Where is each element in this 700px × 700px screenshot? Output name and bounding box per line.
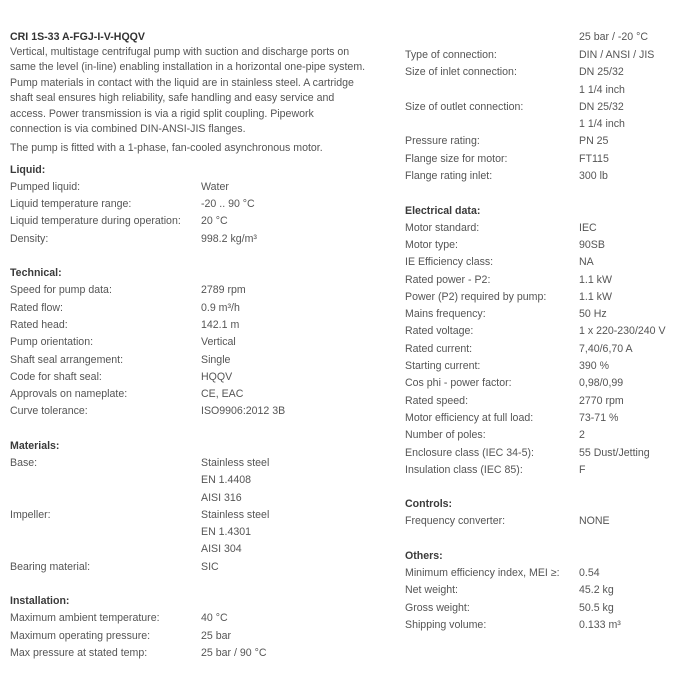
- spec-label: Type of connection:: [405, 49, 497, 61]
- spec-value: Single: [201, 353, 231, 366]
- spec-label: Motor standard:: [405, 221, 480, 234]
- materials-heading: Materials:: [10, 440, 60, 452]
- spec-value: 20 °C: [201, 215, 228, 228]
- spec-value: 142.1 m: [201, 318, 240, 331]
- spec-row: [10, 369, 398, 386]
- spec-continuation: [10, 472, 398, 489]
- spec-value: 998.2 kg/m³: [201, 232, 257, 245]
- spec-row: [405, 133, 700, 150]
- spec-row: [10, 179, 398, 196]
- spec-label: Rated current:: [405, 342, 473, 355]
- spec-value: -20 .. 90 °C: [201, 198, 255, 211]
- spec-value: DN 25/32: [579, 66, 624, 79]
- spec-value: 1 1/4 inch: [579, 118, 625, 131]
- spec-row: [405, 254, 700, 271]
- spec-label: Flange rating inlet:: [405, 170, 493, 183]
- spec-label: Shaft seal arrangement:: [10, 353, 124, 366]
- product-title: CRI 1S-33 A-FGJ-I-V-HQQV: [10, 31, 145, 43]
- spec-row: [405, 47, 700, 64]
- spec-label: Base:: [10, 457, 38, 469]
- spec-value: ISO9906:2012 3B: [201, 405, 286, 418]
- spec-label: Maximum ambient temperature:: [10, 612, 160, 625]
- spec-label: Enclosure class (IEC 34-5):: [405, 446, 534, 459]
- spec-continuation: [405, 116, 700, 133]
- spec-row: [405, 582, 700, 599]
- spec-row: [405, 445, 700, 462]
- spec-row: [405, 375, 700, 392]
- spec-row: [405, 600, 700, 617]
- spec-row: [405, 306, 700, 323]
- spec-value: NA: [579, 256, 594, 269]
- spec-value: 2: [579, 429, 585, 442]
- spec-row: [405, 513, 700, 530]
- description-line: same the level (in-line) enabling installation in a horizontal one-pipe system.: [10, 61, 366, 74]
- spec-continuation: [10, 490, 398, 507]
- spec-value: 0.133 m³: [579, 618, 621, 631]
- spec-label: Rated speed:: [405, 394, 469, 407]
- liquid-heading: Liquid:: [10, 163, 46, 176]
- spec-value: 25 bar: [201, 629, 232, 642]
- spec-value: 7,40/6,70 A: [579, 342, 633, 355]
- spacer: [405, 185, 700, 202]
- spec-row: [10, 610, 398, 627]
- installation-heading: Installation:: [10, 595, 70, 608]
- spec-label: Speed for pump data:: [10, 284, 112, 297]
- spec-row: [405, 462, 700, 479]
- spec-value: 55 Dust/Jetting: [579, 446, 650, 459]
- spacer: [405, 479, 700, 496]
- spec-value: EN 1.4408: [201, 474, 252, 487]
- spec-label: Curve tolerance:: [10, 405, 88, 418]
- spec-label: Gross weight:: [405, 601, 470, 614]
- spec-row: [405, 323, 700, 340]
- spec-label: Shipping volume:: [405, 618, 487, 631]
- left-column: [10, 30, 398, 662]
- spec-value: SIC: [201, 560, 219, 573]
- spec-label: IE Efficiency class:: [405, 256, 494, 269]
- right-column: [405, 30, 700, 634]
- spec-label: Size of inlet connection:: [405, 66, 517, 79]
- spec-value: 73-71 %: [579, 411, 619, 424]
- spec-label: Minimum efficiency index, MEI ≥:: [405, 567, 560, 580]
- spec-value: 25 bar / 90 °C: [201, 646, 267, 659]
- spec-value: 1 1/4 inch: [579, 83, 625, 96]
- spec-value: IEC: [579, 221, 597, 234]
- spec-row: [10, 231, 398, 248]
- spec-row: [10, 645, 398, 662]
- spec-label: Power (P2) required by pump:: [405, 290, 547, 303]
- electrical-heading: Electrical data:: [405, 204, 481, 217]
- spacer: [10, 248, 398, 265]
- spec-row: [405, 168, 700, 185]
- spec-value: HQQV: [201, 370, 233, 383]
- spec-row: [10, 300, 398, 317]
- spec-value: Vertical: [201, 336, 236, 349]
- spec-value: PN 25: [579, 135, 609, 148]
- spec-label: Code for shaft seal:: [10, 370, 102, 383]
- spec-label: Rated power - P2:: [405, 273, 491, 286]
- spec-row: [10, 282, 398, 299]
- spec-continuation: [10, 524, 398, 541]
- description-line: Vertical, multistage centrifugal pump with suction and discharge ports on: [10, 46, 350, 58]
- spec-value: NONE: [579, 515, 610, 528]
- spec-label: Liquid temperature range:: [10, 198, 132, 211]
- spec-row: [405, 220, 700, 237]
- spec-label: Frequency converter:: [405, 515, 506, 528]
- spec-row: [10, 317, 398, 334]
- spec-value: 390 %: [579, 360, 610, 373]
- spec-row: [10, 559, 398, 576]
- spec-label: Size of outlet connection:: [405, 100, 524, 113]
- spec-value: FT115: [579, 152, 609, 165]
- spec-row: [10, 386, 398, 403]
- spec-value: AISI 316: [201, 491, 242, 504]
- spec-row: [405, 151, 700, 168]
- description-line: connection is via combined DIN-ANSI-JIS flanges.: [10, 123, 246, 136]
- spec-label: Motor efficiency at full load:: [405, 411, 534, 424]
- spec-row: [10, 213, 398, 230]
- spec-label: Rated voltage:: [405, 325, 474, 338]
- spec-value: Water: [201, 180, 229, 193]
- spec-label: Rated head:: [10, 318, 68, 331]
- spec-row: [10, 403, 398, 420]
- spec-row: [405, 617, 700, 634]
- spec-value: 1 x 220-230/240 V: [579, 325, 666, 338]
- spec-label: Density:: [10, 232, 49, 245]
- spec-value: 0.9 m³/h: [201, 301, 240, 314]
- spec-row: [405, 565, 700, 582]
- spec-value: DN 25/32: [579, 100, 624, 113]
- spec-label: Pressure rating:: [405, 135, 480, 148]
- spec-value: 1.1 kW: [579, 290, 612, 303]
- spec-label: Mains frequency:: [405, 308, 486, 321]
- spec-row: [405, 99, 700, 116]
- controls-heading: Controls:: [405, 498, 453, 511]
- spec-row: [405, 289, 700, 306]
- product-description: [10, 45, 390, 137]
- spec-label: Pump orientation:: [10, 336, 94, 349]
- spec-value: 2789 rpm: [201, 284, 246, 297]
- spec-label: Impeller:: [10, 508, 51, 521]
- spec-row: [405, 341, 700, 358]
- description-line: access. Power transmission is via a rigid split coupling. Pipework: [10, 107, 314, 120]
- spec-label: Flange size for motor:: [405, 152, 508, 165]
- spec-row: [10, 352, 398, 369]
- spec-value: 90SB: [579, 238, 605, 251]
- technical-heading: Technical:: [10, 267, 62, 280]
- spec-row: [405, 237, 700, 254]
- spec-value: DIN / ANSI / JIS: [579, 49, 655, 61]
- spec-label: Max pressure at stated temp:: [10, 646, 148, 659]
- spec-value: 300 lb: [579, 170, 608, 183]
- description-line: Pump materials in contact with the liquid are in stainless steel. A cartridge: [10, 76, 354, 89]
- spec-row: [10, 196, 398, 213]
- spec-value: 1.1 kW: [579, 273, 612, 286]
- spec-continuation: [10, 541, 398, 558]
- spec-value: EN 1.4301: [201, 526, 252, 539]
- spec-label: Insulation class (IEC 85):: [405, 463, 523, 476]
- spec-row: [405, 272, 700, 289]
- spacer: [10, 576, 398, 593]
- spec-value: AISI 304: [201, 543, 242, 556]
- spec-label: Pumped liquid:: [10, 180, 81, 193]
- description-line: shaft seal ensures high reliability, safe handling and easy service and: [10, 92, 335, 105]
- spec-value: 25 bar / -20 °C: [579, 31, 649, 43]
- spec-continuation: [405, 30, 700, 45]
- spec-row: [10, 507, 398, 524]
- spec-label: Motor type:: [405, 238, 458, 251]
- spec-row: [10, 628, 398, 645]
- spec-value: F: [579, 463, 586, 476]
- spec-value: 50 Hz: [579, 308, 607, 321]
- spec-label: Maximum operating pressure:: [10, 629, 151, 642]
- spec-label: Net weight:: [405, 584, 458, 597]
- spec-row: [10, 334, 398, 351]
- spec-label: Rated flow:: [10, 301, 63, 314]
- spacer: [10, 421, 398, 438]
- spec-value: Stainless steel: [201, 508, 270, 521]
- spec-row: [405, 410, 700, 427]
- spacer: [405, 531, 700, 548]
- motor-note: The pump is fitted with a 1-phase, fan-cooled asynchronous motor.: [10, 142, 323, 155]
- spec-value: 0.54: [579, 567, 600, 580]
- spec-value: 2770 rpm: [579, 394, 624, 407]
- spec-continuation: [405, 82, 700, 99]
- spec-row: [405, 64, 700, 81]
- spec-row: [405, 393, 700, 410]
- spec-value: CE, EAC: [201, 388, 244, 401]
- others-heading: Others:: [405, 550, 443, 563]
- spec-row: [10, 455, 398, 472]
- spec-value: 40 °C: [201, 612, 228, 625]
- spec-label: Liquid temperature during operation:: [10, 215, 181, 228]
- spec-row: [405, 427, 700, 444]
- spec-value: Stainless steel: [201, 457, 270, 469]
- spec-label: Starting current:: [405, 360, 481, 373]
- spec-value: 50.5 kg: [579, 601, 614, 614]
- spec-label: Number of poles:: [405, 429, 486, 442]
- spec-row: [405, 358, 700, 375]
- spec-label: Approvals on nameplate:: [10, 388, 128, 401]
- spec-label: Bearing material:: [10, 560, 91, 573]
- spec-label: Cos phi - power factor:: [405, 377, 512, 390]
- spec-value: 0,98/0,99: [579, 377, 624, 390]
- spec-value: 45.2 kg: [579, 584, 614, 597]
